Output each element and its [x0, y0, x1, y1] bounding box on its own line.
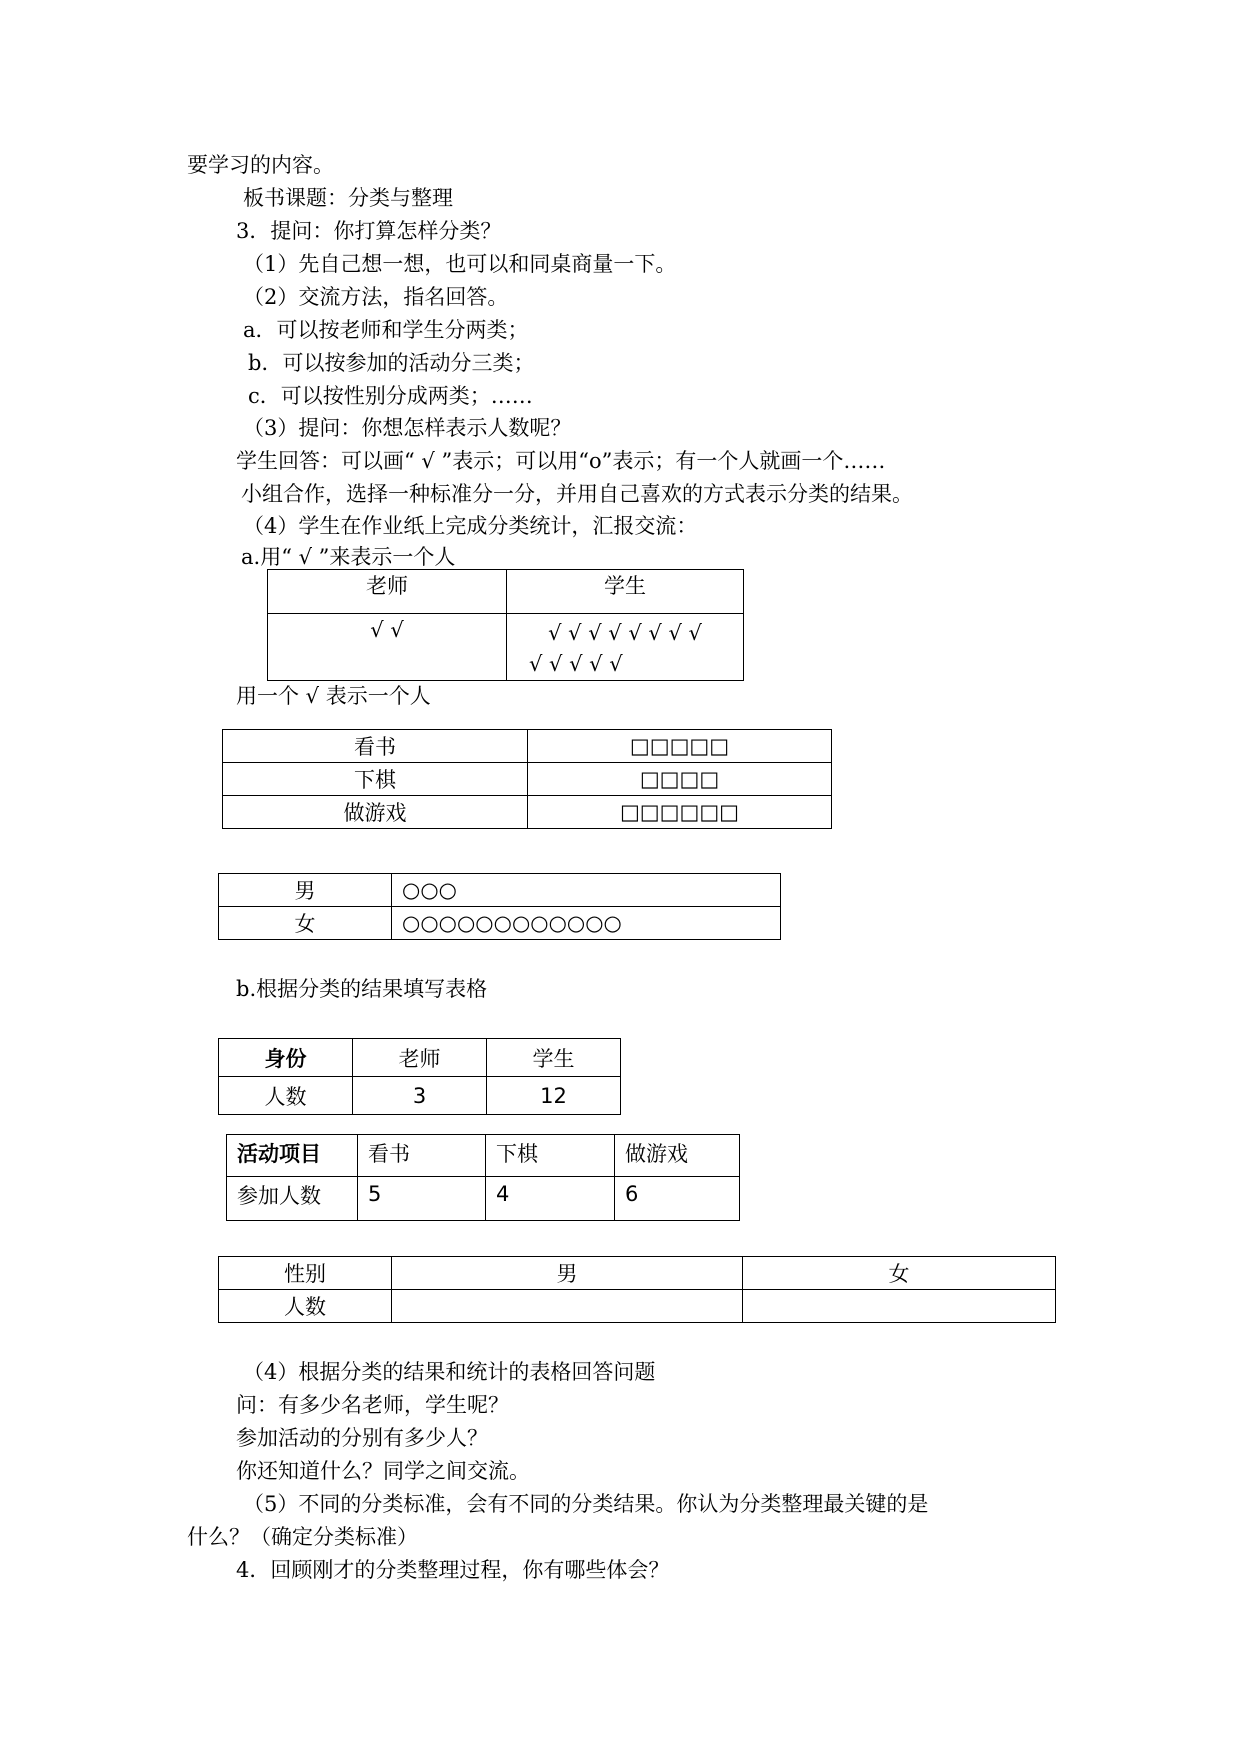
text-line: （4）学生在作业纸上完成分类统计，汇报交流：	[243, 514, 698, 538]
table-cell: 4	[486, 1177, 615, 1221]
table-cell: 下棋	[223, 763, 528, 796]
table-header-cell: 男	[392, 1257, 743, 1290]
table-header-cell: 活动项目	[227, 1135, 358, 1177]
text-line: 参加活动的分别有多少人？	[236, 1426, 488, 1450]
table-header-cell: 女	[743, 1257, 1056, 1290]
list-item: a．可以按老师和学生分两类；	[243, 318, 529, 342]
text-line: 什么？（确定分类标准）	[187, 1525, 418, 1549]
table-cell: 12	[487, 1077, 621, 1115]
text-line: 你还知道什么？同学之间交流。	[236, 1459, 530, 1483]
activity-count-table	[226, 1134, 740, 1221]
table-header-cell: 看书	[358, 1135, 486, 1177]
gender-count-table	[218, 1256, 1056, 1323]
table-cell: 男	[219, 874, 392, 907]
text-line: 要学习的内容。	[187, 153, 334, 177]
table-cell: √ √	[268, 614, 507, 681]
board-title-line: 板书课题：分类与整理	[243, 186, 453, 210]
table-cell: 6	[615, 1177, 740, 1221]
text-line: （2）交流方法，指名回答。	[243, 285, 509, 309]
text-line: 用一个 √ 表示一个人	[236, 684, 431, 708]
table-cell: 做游戏	[223, 796, 528, 829]
table-cell: ○○○○○○○○○○○○	[392, 907, 781, 940]
list-item: b．可以按参加的活动分三类；	[248, 351, 535, 375]
check-marks-row: √ √ √ √ √ √ √ √	[548, 621, 702, 645]
table-header-cell: 学生	[507, 570, 744, 614]
table-cell: 人数	[219, 1290, 392, 1323]
text-line: 小组合作，选择一种标准分一分，并用自己喜欢的方式表示分类的结果。	[241, 482, 913, 506]
text-line: （4）根据分类的结果和统计的表格回答问题	[243, 1360, 656, 1384]
table-cell: ○○○	[392, 874, 781, 907]
table-cell: □□□□	[528, 763, 832, 796]
text-line: 学生回答：可以画“ √ ”表示；可以用“o”表示；有一个人就画一个……	[236, 449, 886, 473]
text-line: a.用“ √ ”来表示一个人	[241, 545, 456, 569]
table-cell	[392, 1290, 743, 1323]
table-header-cell: 做游戏	[615, 1135, 740, 1177]
gender-marks-table	[218, 873, 781, 940]
table-cell	[743, 1290, 1056, 1323]
table-cell: 5	[358, 1177, 486, 1221]
text-line: 4．回顾刚才的分类整理过程，你有哪些体会？	[236, 1558, 670, 1582]
table-cell: 女	[219, 907, 392, 940]
table-header-cell: 老师	[268, 570, 507, 614]
table-header-cell: 学生	[487, 1039, 621, 1077]
table-header-cell: 身份	[219, 1039, 353, 1077]
table-cell: 参加人数	[227, 1177, 358, 1221]
identity-table	[218, 1038, 621, 1115]
question-heading: 3．提问：你打算怎样分类？	[236, 219, 502, 243]
table-cell: 3	[353, 1077, 487, 1115]
table-cell: 人数	[219, 1077, 353, 1115]
table-cell: □□□□□□	[528, 796, 832, 829]
text-line: b.根据分类的结果填写表格	[236, 977, 488, 1001]
table-header-cell: 下棋	[486, 1135, 615, 1177]
table-header-cell: 性别	[219, 1257, 392, 1290]
text-line: （5）不同的分类标准，会有不同的分类结果。你认为分类整理最关键的是	[243, 1492, 929, 1516]
activity-marks-table	[222, 729, 832, 829]
table-cell: 看书	[223, 730, 528, 763]
table-cell: □□□□□	[528, 730, 832, 763]
check-table	[267, 569, 744, 681]
table-header-cell: 老师	[353, 1039, 487, 1077]
list-item: c．可以按性别分成两类；……	[248, 384, 533, 408]
text-line: 问：有多少名老师，学生呢？	[236, 1393, 509, 1417]
table-cell	[507, 614, 744, 681]
check-marks-row: √ √ √ √ √	[529, 652, 623, 676]
text-line: （1）先自己想一想，也可以和同桌商量一下。	[243, 252, 677, 276]
text-line: （3）提问：你想怎样表示人数呢？	[243, 416, 572, 440]
